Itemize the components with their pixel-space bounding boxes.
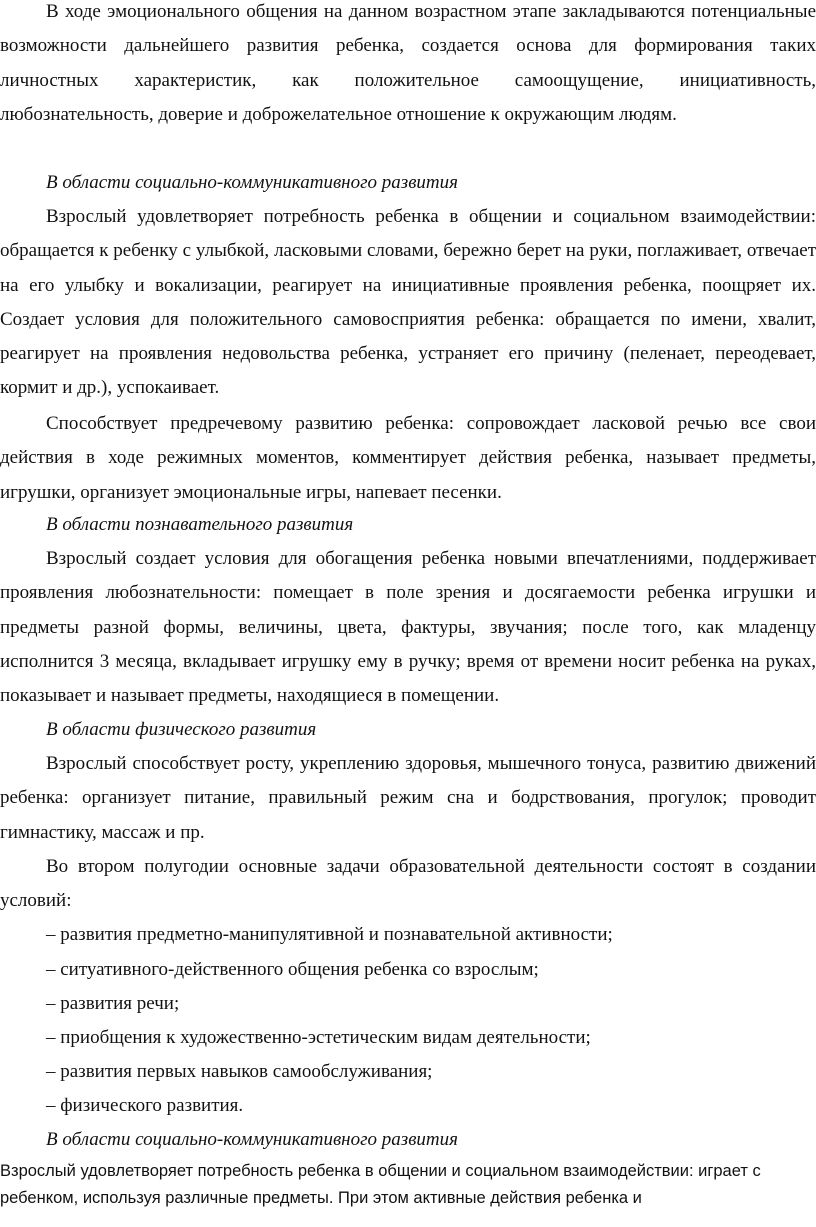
section-heading-social-communicative-2: В области социально-коммуникативного развития bbox=[46, 1129, 458, 1150]
paragraph-prespeech-development: Способствует предречевому развитию ребенка: сопровождает ласковой речью все свои действия в ходе режимных моментов, комментирует действия ребенка, называет предметы, игрушки, организует эмоциональные игры, напевает песенки. bbox=[0, 413, 816, 503]
list-item-situational-communication: – ситуативного-действенного общения ребенка со взрослым; bbox=[46, 959, 539, 980]
paragraph-emotional-communication: В ходе эмоционального общения на данном возрастном этапе закладываются потенциальные возможности дальнейшего развития ребенка, создается основа для формирования таких личностных характеристик, как положительное самоощущение, инициативность, любознательность, доверие и доброжелательное отношение к окружающим людям. bbox=[0, 1, 816, 125]
section-heading-social-communicative: В области социально-коммуникативного развития bbox=[46, 172, 458, 193]
section-heading-cognitive: В области познавательного развития bbox=[46, 514, 354, 535]
paragraph-adult-satisfies-need: Взрослый удовлетворяет потребность ребенка в общении и социальном взаимодействии: обращается к ребенку с улыбкой, ласковыми словами, бережно берет на руки, поглаживает, отвечает на его улыбку и вокализации, реагирует на инициативные проявления ребенка, поощряет их. Создает условия для положительного самовосприятия ребенка: обращается по имени, хвалит, реагирует на проявления недовольства ребенка, устраняет его причину (пеленает, переодевает, кормит и др.), успокаивает. bbox=[0, 206, 816, 399]
list-item-speech: – развития речи; bbox=[46, 993, 180, 1014]
paragraph-second-half-year: Во втором полугодии основные задачи образовательной деятельности состоят в создании условий: bbox=[0, 856, 816, 912]
paragraph-play-with-objects: Взрослый удовлетворяет потребность ребенка в общении и социальном взаимодействии: играет с ребенком, используя различные предметы. При этом активные действия ребенка и bbox=[0, 1162, 761, 1207]
list-item-aesthetic-activities: – приобщения к художественно-эстетическим видам деятельности; bbox=[46, 1027, 591, 1048]
list-item-self-service: – развития первых навыков самообслуживания; bbox=[46, 1061, 433, 1082]
section-heading-physical: В области физического развития bbox=[46, 719, 317, 740]
list-item-physical-development: – физического развития. bbox=[46, 1095, 244, 1116]
paragraph-physical-growth: Взрослый способствует росту, укреплению здоровья, мышечного тонуса, развитию движений ребенка: организует питание, правильный режим сна и бодрствования, прогулок; проводит гимнастику, массаж и пр. bbox=[0, 753, 816, 843]
paragraph-new-impressions: Взрослый создает условия для обогащения ребенка новыми впечатлениями, поддерживает проявления любознательности: помещает в поле зрения и досягаемости ребенка игрушки и предметы разной формы, величины, цвета, фактуры, звучания; после того, как младенцу исполнится 3 месяца, вкладывает игрушку ему в ручку; время от времени носит ребенка на руках, показывает и называет предметы, находящиеся в помещении. bbox=[0, 548, 816, 707]
list-item-manipulative-activity: – развития предметно-манипулятивной и познавательной активности; bbox=[46, 924, 613, 945]
